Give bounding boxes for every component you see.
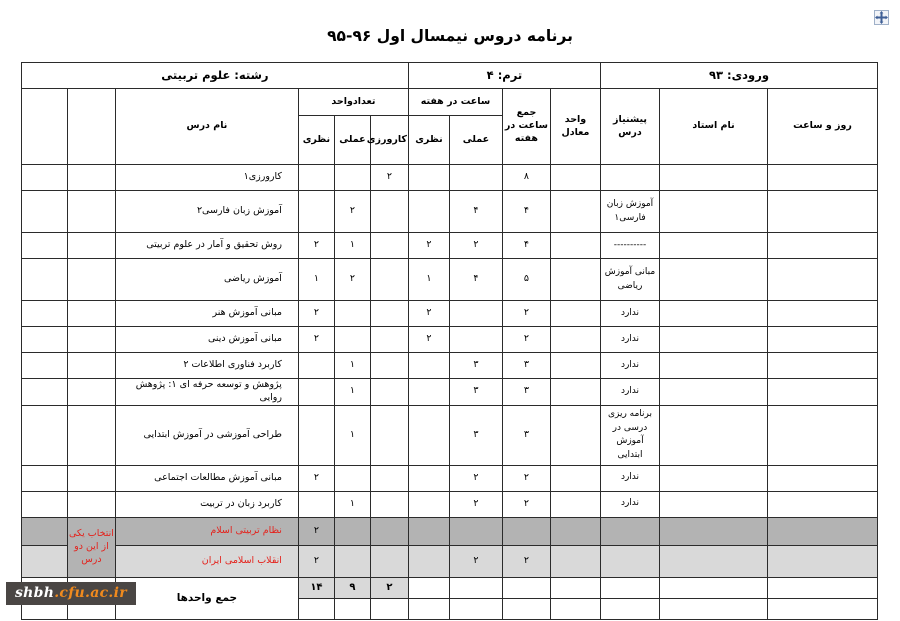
- cell-course-name: پژوهش و توسعه حرفه ای ۱: پژوهش روایی: [115, 379, 298, 406]
- cell-units-internship: [370, 259, 408, 301]
- cell-instructor: [660, 491, 768, 517]
- cell-course-name: آموزش ریاضی: [115, 259, 298, 301]
- term-label: ترم: ۴: [408, 63, 600, 89]
- cell-hours-theory: ۲: [408, 301, 449, 327]
- cell-instructor: [660, 379, 768, 406]
- blank-units-internship: [370, 598, 408, 619]
- table-row-choice-option[interactable]: [21, 545, 877, 577]
- info-banner-row: [21, 63, 877, 89]
- cell-units-practical: [334, 327, 370, 353]
- table-row[interactable]: [21, 165, 877, 191]
- cell-instructor: [660, 233, 768, 259]
- totals-row: [21, 577, 877, 598]
- cell-hours-practical: ۴: [449, 259, 502, 301]
- cell-day-time: [768, 491, 878, 517]
- cell-hours-practical: ۳: [449, 353, 502, 379]
- site-watermark: [6, 582, 136, 605]
- header-extra-1: [67, 89, 115, 165]
- cell-extra-1: [67, 379, 115, 406]
- page-title: برنامه دروس نیمسال اول ۹۶-۹۵: [327, 27, 573, 45]
- cell-extra-2: [21, 491, 67, 517]
- cell-instructor: [660, 191, 768, 233]
- header-units-count: تعدادواحد: [298, 89, 408, 116]
- cell-extra-2: [21, 545, 67, 577]
- choice-group-note: انتخاب یکی از این دو درس: [67, 517, 115, 577]
- cell-units-internship: [370, 191, 408, 233]
- cell-units-practical: ۲: [334, 259, 370, 301]
- cell-day-time: [768, 517, 878, 545]
- cell-extra-2: [21, 259, 67, 301]
- header-day-time: روز و ساعت: [768, 89, 878, 165]
- cell-hours-theory: [408, 517, 449, 545]
- blank-units-theory: [298, 598, 334, 619]
- cell-prerequisite: ندارد: [600, 327, 659, 353]
- cell-prerequisite: برنامه ریزی درسی در آموزش ابتدایی: [600, 405, 659, 465]
- cell-day-time: [768, 353, 878, 379]
- cell-extra-1: [67, 491, 115, 517]
- blank-total-hours: [502, 598, 550, 619]
- totals-blank-day-time: [768, 577, 878, 598]
- cell-course-name: کارورزی۱: [115, 165, 298, 191]
- entry-year-label: ورودی: ۹۳: [600, 63, 877, 89]
- totals-units-internship: ۲: [370, 577, 408, 598]
- cell-hours-practical: ۲: [449, 233, 502, 259]
- cell-instructor: [660, 353, 768, 379]
- cell-prerequisite: ندارد: [600, 379, 659, 406]
- cell-total-hours: ۲: [502, 491, 550, 517]
- cell-instructor: [660, 165, 768, 191]
- cell-units-internship: [370, 465, 408, 491]
- cell-hours-theory: [408, 465, 449, 491]
- cell-hours-theory: [408, 191, 449, 233]
- cell-course-name: مبانی آموزش دینی: [115, 327, 298, 353]
- cell-units-internship: [370, 353, 408, 379]
- cell-day-time: [768, 545, 878, 577]
- cell-course-name: انقلاب اسلامی ایران: [115, 545, 298, 577]
- cell-units-theory: ۲: [298, 327, 334, 353]
- blank-units-practical: [334, 598, 370, 619]
- cell-units-theory: [298, 191, 334, 233]
- blank-hours-theory: [408, 598, 449, 619]
- cell-instructor: [660, 465, 768, 491]
- cell-hours-theory: [408, 405, 449, 465]
- header-hours-per-week: ساعت در هفته: [408, 89, 502, 116]
- cell-extra-1: [67, 191, 115, 233]
- cell-extra-2: [21, 301, 67, 327]
- cell-equivalent-unit: [550, 259, 600, 301]
- cell-course-name: مبانی آموزش هنر: [115, 301, 298, 327]
- cell-total-hours: ۲: [502, 327, 550, 353]
- cell-total-hours: ۳: [502, 379, 550, 406]
- cell-instructor: [660, 259, 768, 301]
- header-group-row: [21, 89, 877, 116]
- cell-total-hours: ۵: [502, 259, 550, 301]
- cell-prerequisite: ندارد: [600, 465, 659, 491]
- cell-extra-1: [67, 353, 115, 379]
- watermark-suffix: .cfu.ac.ir: [54, 585, 127, 601]
- cell-equivalent-unit: [550, 517, 600, 545]
- totals-blank-equivalent: [550, 577, 600, 598]
- cell-extra-1: [67, 165, 115, 191]
- totals-blank-hours-theory: [408, 577, 449, 598]
- table-row[interactable]: [21, 379, 877, 406]
- cell-day-time: [768, 301, 878, 327]
- cell-units-theory: ۲: [298, 545, 334, 577]
- table-row[interactable]: [21, 259, 877, 301]
- header-units-theory: نظری: [298, 116, 334, 165]
- table-row[interactable]: [21, 465, 877, 491]
- cell-prerequisite: ندارد: [600, 491, 659, 517]
- cell-units-internship: ۲: [370, 165, 408, 191]
- cell-hours-practical: ۲: [449, 545, 502, 577]
- cell-units-practical: [334, 517, 370, 545]
- cell-hours-theory: [408, 165, 449, 191]
- cell-units-internship: [370, 301, 408, 327]
- cell-prerequisite: ندارد: [600, 301, 659, 327]
- header-instructor: نام استاد: [660, 89, 768, 165]
- cell-total-hours: ۳: [502, 353, 550, 379]
- cell-day-time: [768, 165, 878, 191]
- cell-hours-practical: [449, 301, 502, 327]
- cell-total-hours: ۲: [502, 301, 550, 327]
- cell-equivalent-unit: [550, 353, 600, 379]
- header-units-practical: عملی: [334, 116, 370, 165]
- cell-hours-practical: ۲: [449, 465, 502, 491]
- cell-day-time: [768, 327, 878, 353]
- cell-extra-2: [21, 379, 67, 406]
- cell-prerequisite: [600, 545, 659, 577]
- cell-equivalent-unit: [550, 405, 600, 465]
- cell-equivalent-unit: [550, 233, 600, 259]
- cell-units-theory: ۲: [298, 233, 334, 259]
- cell-course-name: کاربرد زبان در تربیت: [115, 491, 298, 517]
- cell-day-time: [768, 259, 878, 301]
- table-row[interactable]: [21, 353, 877, 379]
- cell-instructor: [660, 301, 768, 327]
- cell-day-time: [768, 465, 878, 491]
- header-equivalent-unit: واحد معادل: [550, 89, 600, 165]
- table-row[interactable]: [21, 491, 877, 517]
- cell-course-name: نظام تربیتی اسلام: [115, 517, 298, 545]
- cell-units-practical: [334, 165, 370, 191]
- cell-total-hours: ۲: [502, 465, 550, 491]
- cell-total-hours: [502, 517, 550, 545]
- cell-extra-1: [67, 327, 115, 353]
- cell-hours-theory: ۱: [408, 259, 449, 301]
- header-hours-practical: عملی: [449, 116, 502, 165]
- cell-hours-theory: [408, 379, 449, 406]
- cell-units-internship: [370, 327, 408, 353]
- header-total-hours: جمع ساعت در هفته: [502, 89, 550, 165]
- cell-equivalent-unit: [550, 165, 600, 191]
- header-course-name: نام درس: [115, 89, 298, 165]
- cell-day-time: [768, 233, 878, 259]
- cell-units-theory: ۲: [298, 465, 334, 491]
- cell-units-theory: [298, 379, 334, 406]
- cell-extra-2: [21, 465, 67, 491]
- cell-instructor: [660, 545, 768, 577]
- cell-extra-1: [67, 465, 115, 491]
- cell-equivalent-unit: [550, 327, 600, 353]
- cell-units-theory: [298, 353, 334, 379]
- table-row[interactable]: [21, 327, 877, 353]
- cell-hours-theory: [408, 353, 449, 379]
- cell-hours-theory: ۲: [408, 327, 449, 353]
- move-expand-icon[interactable]: [874, 10, 889, 25]
- cell-units-theory: [298, 165, 334, 191]
- table-row[interactable]: [21, 233, 877, 259]
- cell-extra-1: [67, 233, 115, 259]
- cell-units-practical: [334, 301, 370, 327]
- cell-total-hours: ۴: [502, 233, 550, 259]
- cell-extra-2: [21, 405, 67, 465]
- cell-equivalent-unit: [550, 191, 600, 233]
- blank-prerequisite: [600, 598, 659, 619]
- cell-course-name: طراحی آموزشی در آموزش ابتدایی: [115, 405, 298, 465]
- cell-units-practical: ۱: [334, 405, 370, 465]
- cell-instructor: [660, 517, 768, 545]
- cell-units-theory: ۲: [298, 301, 334, 327]
- cell-equivalent-unit: [550, 301, 600, 327]
- cell-equivalent-unit: [550, 491, 600, 517]
- cell-prerequisite: ندارد: [600, 353, 659, 379]
- blank-equivalent: [550, 598, 600, 619]
- cell-hours-practical: [449, 165, 502, 191]
- totals-blank-total-hours: [502, 577, 550, 598]
- cell-course-name: آموزش زبان فارسی۲: [115, 191, 298, 233]
- cell-prerequisite: [600, 165, 659, 191]
- cell-hours-practical: [449, 327, 502, 353]
- cell-course-name: مبانی آموزش مطالعات اجتماعی: [115, 465, 298, 491]
- cell-hours-practical: ۴: [449, 191, 502, 233]
- cell-units-practical: [334, 545, 370, 577]
- totals-label: جمع واحدها: [115, 577, 298, 619]
- totals-blank-instructor: [660, 577, 768, 598]
- cell-units-theory: [298, 491, 334, 517]
- cell-instructor: [660, 327, 768, 353]
- course-schedule-table: [21, 62, 878, 620]
- cell-units-practical: [334, 465, 370, 491]
- cell-total-hours: ۸: [502, 165, 550, 191]
- cell-hours-practical: ۲: [449, 491, 502, 517]
- cell-units-internship: [370, 545, 408, 577]
- header-prerequisite: پیشنیاز درس: [600, 89, 659, 165]
- cell-equivalent-unit: [550, 465, 600, 491]
- cell-units-internship: [370, 405, 408, 465]
- cell-instructor: [660, 405, 768, 465]
- table-row[interactable]: [21, 405, 877, 465]
- cell-extra-1: [67, 259, 115, 301]
- cell-extra-1: [67, 405, 115, 465]
- cell-prerequisite: ----------: [600, 233, 659, 259]
- cell-units-internship: [370, 233, 408, 259]
- blank-hours-practical: [449, 598, 502, 619]
- cell-units-internship: [370, 491, 408, 517]
- field-label: رشته: علوم تربیتی: [21, 63, 408, 89]
- cell-extra-2: [21, 233, 67, 259]
- cell-units-practical: ۱: [334, 353, 370, 379]
- header-extra-2: [21, 89, 67, 165]
- cell-extra-2: [21, 353, 67, 379]
- cell-units-theory: ۱: [298, 259, 334, 301]
- cell-course-name: روش تحقیق و آمار در علوم تربیتی: [115, 233, 298, 259]
- cell-units-theory: ۲: [298, 517, 334, 545]
- cell-extra-2: [21, 517, 67, 545]
- cell-units-internship: [370, 379, 408, 406]
- cell-hours-theory: [408, 491, 449, 517]
- cell-extra-2: [21, 327, 67, 353]
- header-units-internship: کارورزی: [370, 116, 408, 165]
- cell-total-hours: ۳: [502, 405, 550, 465]
- totals-blank-prerequisite: [600, 577, 659, 598]
- table-row-choice-option[interactable]: [21, 517, 877, 545]
- table-row[interactable]: [21, 301, 877, 327]
- cell-hours-practical: ۳: [449, 379, 502, 406]
- cell-hours-practical: ۳: [449, 405, 502, 465]
- cell-prerequisite: [600, 517, 659, 545]
- cell-extra-2: [21, 191, 67, 233]
- blank-instructor: [660, 598, 768, 619]
- cell-day-time: [768, 379, 878, 406]
- cell-units-practical: ۲: [334, 191, 370, 233]
- cell-hours-theory: [408, 545, 449, 577]
- cell-extra-2: [21, 165, 67, 191]
- cell-units-practical: ۱: [334, 379, 370, 406]
- cell-hours-theory: ۲: [408, 233, 449, 259]
- cell-units-practical: ۱: [334, 491, 370, 517]
- table-row[interactable]: [21, 191, 877, 233]
- header-hours-theory: نظری: [408, 116, 449, 165]
- totals-units-practical: ۹: [334, 577, 370, 598]
- cell-units-internship: [370, 517, 408, 545]
- cell-extra-1: [67, 301, 115, 327]
- cell-equivalent-unit: [550, 545, 600, 577]
- cell-hours-practical: [449, 517, 502, 545]
- cell-prerequisite: مبانی آموزش ریاضی: [600, 259, 659, 301]
- cell-equivalent-unit: [550, 379, 600, 406]
- watermark-prefix: shbh: [15, 585, 55, 601]
- totals-blank-hours-practical: [449, 577, 502, 598]
- cell-prerequisite: آموزش زبان فارسی۱: [600, 191, 659, 233]
- cell-total-hours: ۴: [502, 191, 550, 233]
- cell-course-name: کاربرد فناوری اطلاعات ۲: [115, 353, 298, 379]
- cell-units-theory: [298, 405, 334, 465]
- cell-total-hours: ۲: [502, 545, 550, 577]
- totals-units-theory: ۱۴: [298, 577, 334, 598]
- blank-day-time: [768, 598, 878, 619]
- cell-day-time: [768, 191, 878, 233]
- cell-day-time: [768, 405, 878, 465]
- cell-units-practical: ۱: [334, 233, 370, 259]
